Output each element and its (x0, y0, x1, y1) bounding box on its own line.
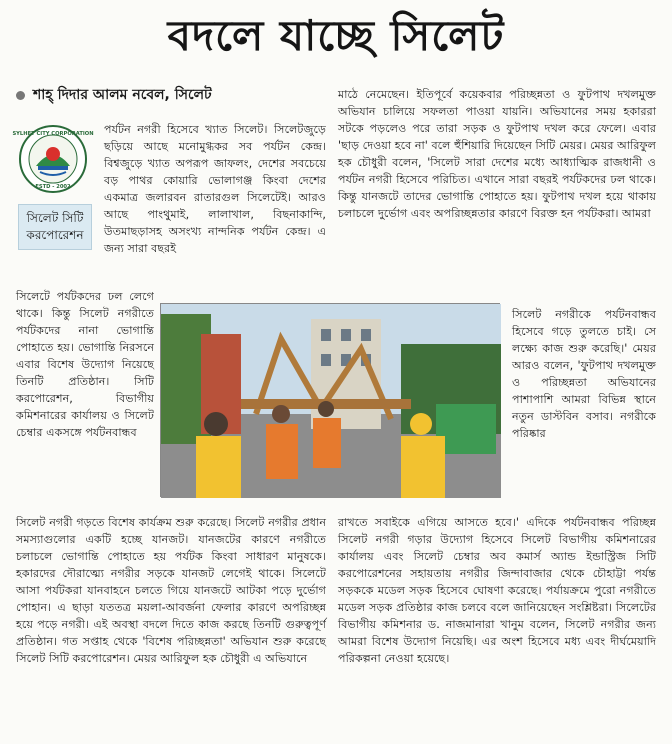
article-paragraph-5: সিলেট নগরীকে পর্যটনবান্ধব হিসেবে গড়ে তুলতে চাই। সে লক্ষ্যে কাজ শুরু করেছি।' মেয়র আরও বলেন, 'ফুটপাথ দখলমুক্ত ও পরিচ্ছন্নতা অভিযানের পাশাপাশি আমরা বিভিন্ন স্থানে নতুন ডাস্টবিন বসাব। নগরীকে পরিষ্কার (512, 308, 656, 440)
logo-caption: সিলেট সিটি করপোরেশন (18, 204, 92, 250)
article-paragraph-1: পর্যটন নগরী হিসেবে খ্যাত সিলেট। সিলেটজুড়ে ছড়িয়ে আছে মনোমুগ্ধকর সব পর্যটন কেন্দ্র। বিশ্বজুড়ে খ্যাত অপরূপ জাফলং, দেশের সবচেয়ে বড় পাথর কোয়ারি ভোলাগঞ্জ কিংবা দেশের একমাত্র জলারবন রাতারগুল সিলেটেই। আরও আছে পাংথুমাই, লালাখাল, বিছনাকান্দি, উতমাছড়াসহ অসংখ্য নান্দনিক পর্যটন কেন্দ্র। এ জন্য সারা বছরই (104, 123, 326, 255)
byline (16, 86, 326, 104)
city-corporation-logo-icon (12, 124, 94, 194)
article-paragraph-4: মাঠে নেমেছেন। ইতিপূর্বে কয়েকবার পরিচ্ছন্নতা ও ফুটপাথ দখলমুক্ত অভিযান চালিয়ে সফলতা পাওয়া যায়নি। অভিযানের সময় হকাররা সটকে পড়লেও পরে তারা সড়ক ও ফুটপাথ দখল করে ফেলে। এবার 'ছাড় দেওয়া হবে না' বলে হুঁশিয়ারি দিয়েছেন সিটি মেয়র। মেয়র আরিফুল হক চৌধুরী বলেন, 'সিলেট সারা দেশের মধ্যে আধ্যাত্মিক রাজধানী ও পর্যটন নগরী হিসেবে পরিচিত। এখানে সারা বছরই পর্যটকদের ঢল থাকে। কিন্তু যানজটে তাদের ভোগান্তি পোহাতে হয়। ফুটপাথ দখল হয়ে থাকায় চলাচলে দুর্ভোগ এবং অপরিচ্ছন্নতার কারণে বিরক্ত হন পর্যটকরা। আমরা (338, 88, 656, 220)
article-paragraph-2: সিলেটে পর্যটকদের ঢল লেগে থাকে। কিন্তু সিলেট নগরীতে পর্যটকদের নানা ভোগান্তি পোহাতে হয়। ভোগান্তি নিরসনে এবার বিশেষ উদ্যোগ নিয়েছে তিনটি প্রতিষ্ঠান। সিটি করপোরেশন, বিভাগীয় কমিশনারের কার্যালয় ও সিলেট চেম্বার একসঙ্গে পর্যটনবান্ধব (16, 290, 154, 439)
author-name: শাহ্ দিদার আলম নবেল, সিলেট (33, 87, 212, 103)
article-paragraph-6: রাখতে সবাইকে এগিয়ে আসতে হবে।' এদিকে পর্যটনবান্ধব পরিচ্ছন্ন সিলেট নগরী গড়ার উদ্যোগ হিসেবে সিলেট বিভাগীয় কমিশনারের কার্যালয় এবং সিলেট চেম্বার অব কমার্স অ্যান্ড ইন্ডাস্ট্রিজ সিটি করপোরেশনের সহায়তায় নগরীর জিন্দাবাজার থেকে চৌহাট্টা পর্যন্ত সড়ককে মডেল সড়ক হিসেবে ঘোষণা করেছে। পর্যায়ক্রমে পুরো নগরীতে মডেল সড়ক প্রতিষ্ঠার কাজ চলবে বলে জানিয়েছেন সংশ্লিষ্টরা। সিলেটের বিভাগীয় কমিশনার ড. নাজমানারা খানুম বলেন, সিলেট নগরীর জন্য আমরা বিশেষ উদ্যোগ নিয়েছি। এর অংশ হিসেবে মধ্য এবং দীর্ঘমেয়াদি পরিকল্পনা নেওয়া হয়েছে। (338, 516, 656, 665)
headline: বদলে যাচ্ছে সিলেট (167, 11, 505, 60)
news-photo (160, 303, 500, 497)
logo-text-bottom: ESTD - 2002 (35, 184, 71, 190)
article-paragraph-3: সিলেট নগরী গড়তে বিশেষ কার্যক্রম শুরু করেছে। সিলেট নগরীর প্রধান সমস্যাগুলোর একটি হচ্ছে যানজট। যানজটের কারণে নগরীতে চলাচলে ভোগান্তি পোহাতে হয় পর্যটক কিংবা সাধারণ মানুষকে। হকারদের দৌরাত্ম্যে নগরীর সড়কে যানজট লেগেই থাকে। সিলেটে আসা পর্যটকরা যানবাহনে চলতে গিয়ে যানজটে আটকা পড়ে দুর্ভোগ পোহান। এ ছাড়া যততত্র ময়লা-আবর্জনা ফেলার কারণে অপরিচ্ছন্ন হয়ে পড়ে নগরী। এই অবস্থা বদলে দিতে কাজ করছে তিনটি গুরুত্বপূর্ণ প্রতিষ্ঠান। গত সপ্তাহ থেকে 'বিশেষ পরিচ্ছন্নতা' অভিযান শুরু করেছে সিলেট সিটি করপোরেশন। মেয়র আরিফুল হক চৌধুরী এ অভিযানে (16, 516, 326, 665)
bullet-icon (16, 91, 25, 100)
logo-text-top: SYLHET CITY CORPORATION (12, 131, 94, 137)
